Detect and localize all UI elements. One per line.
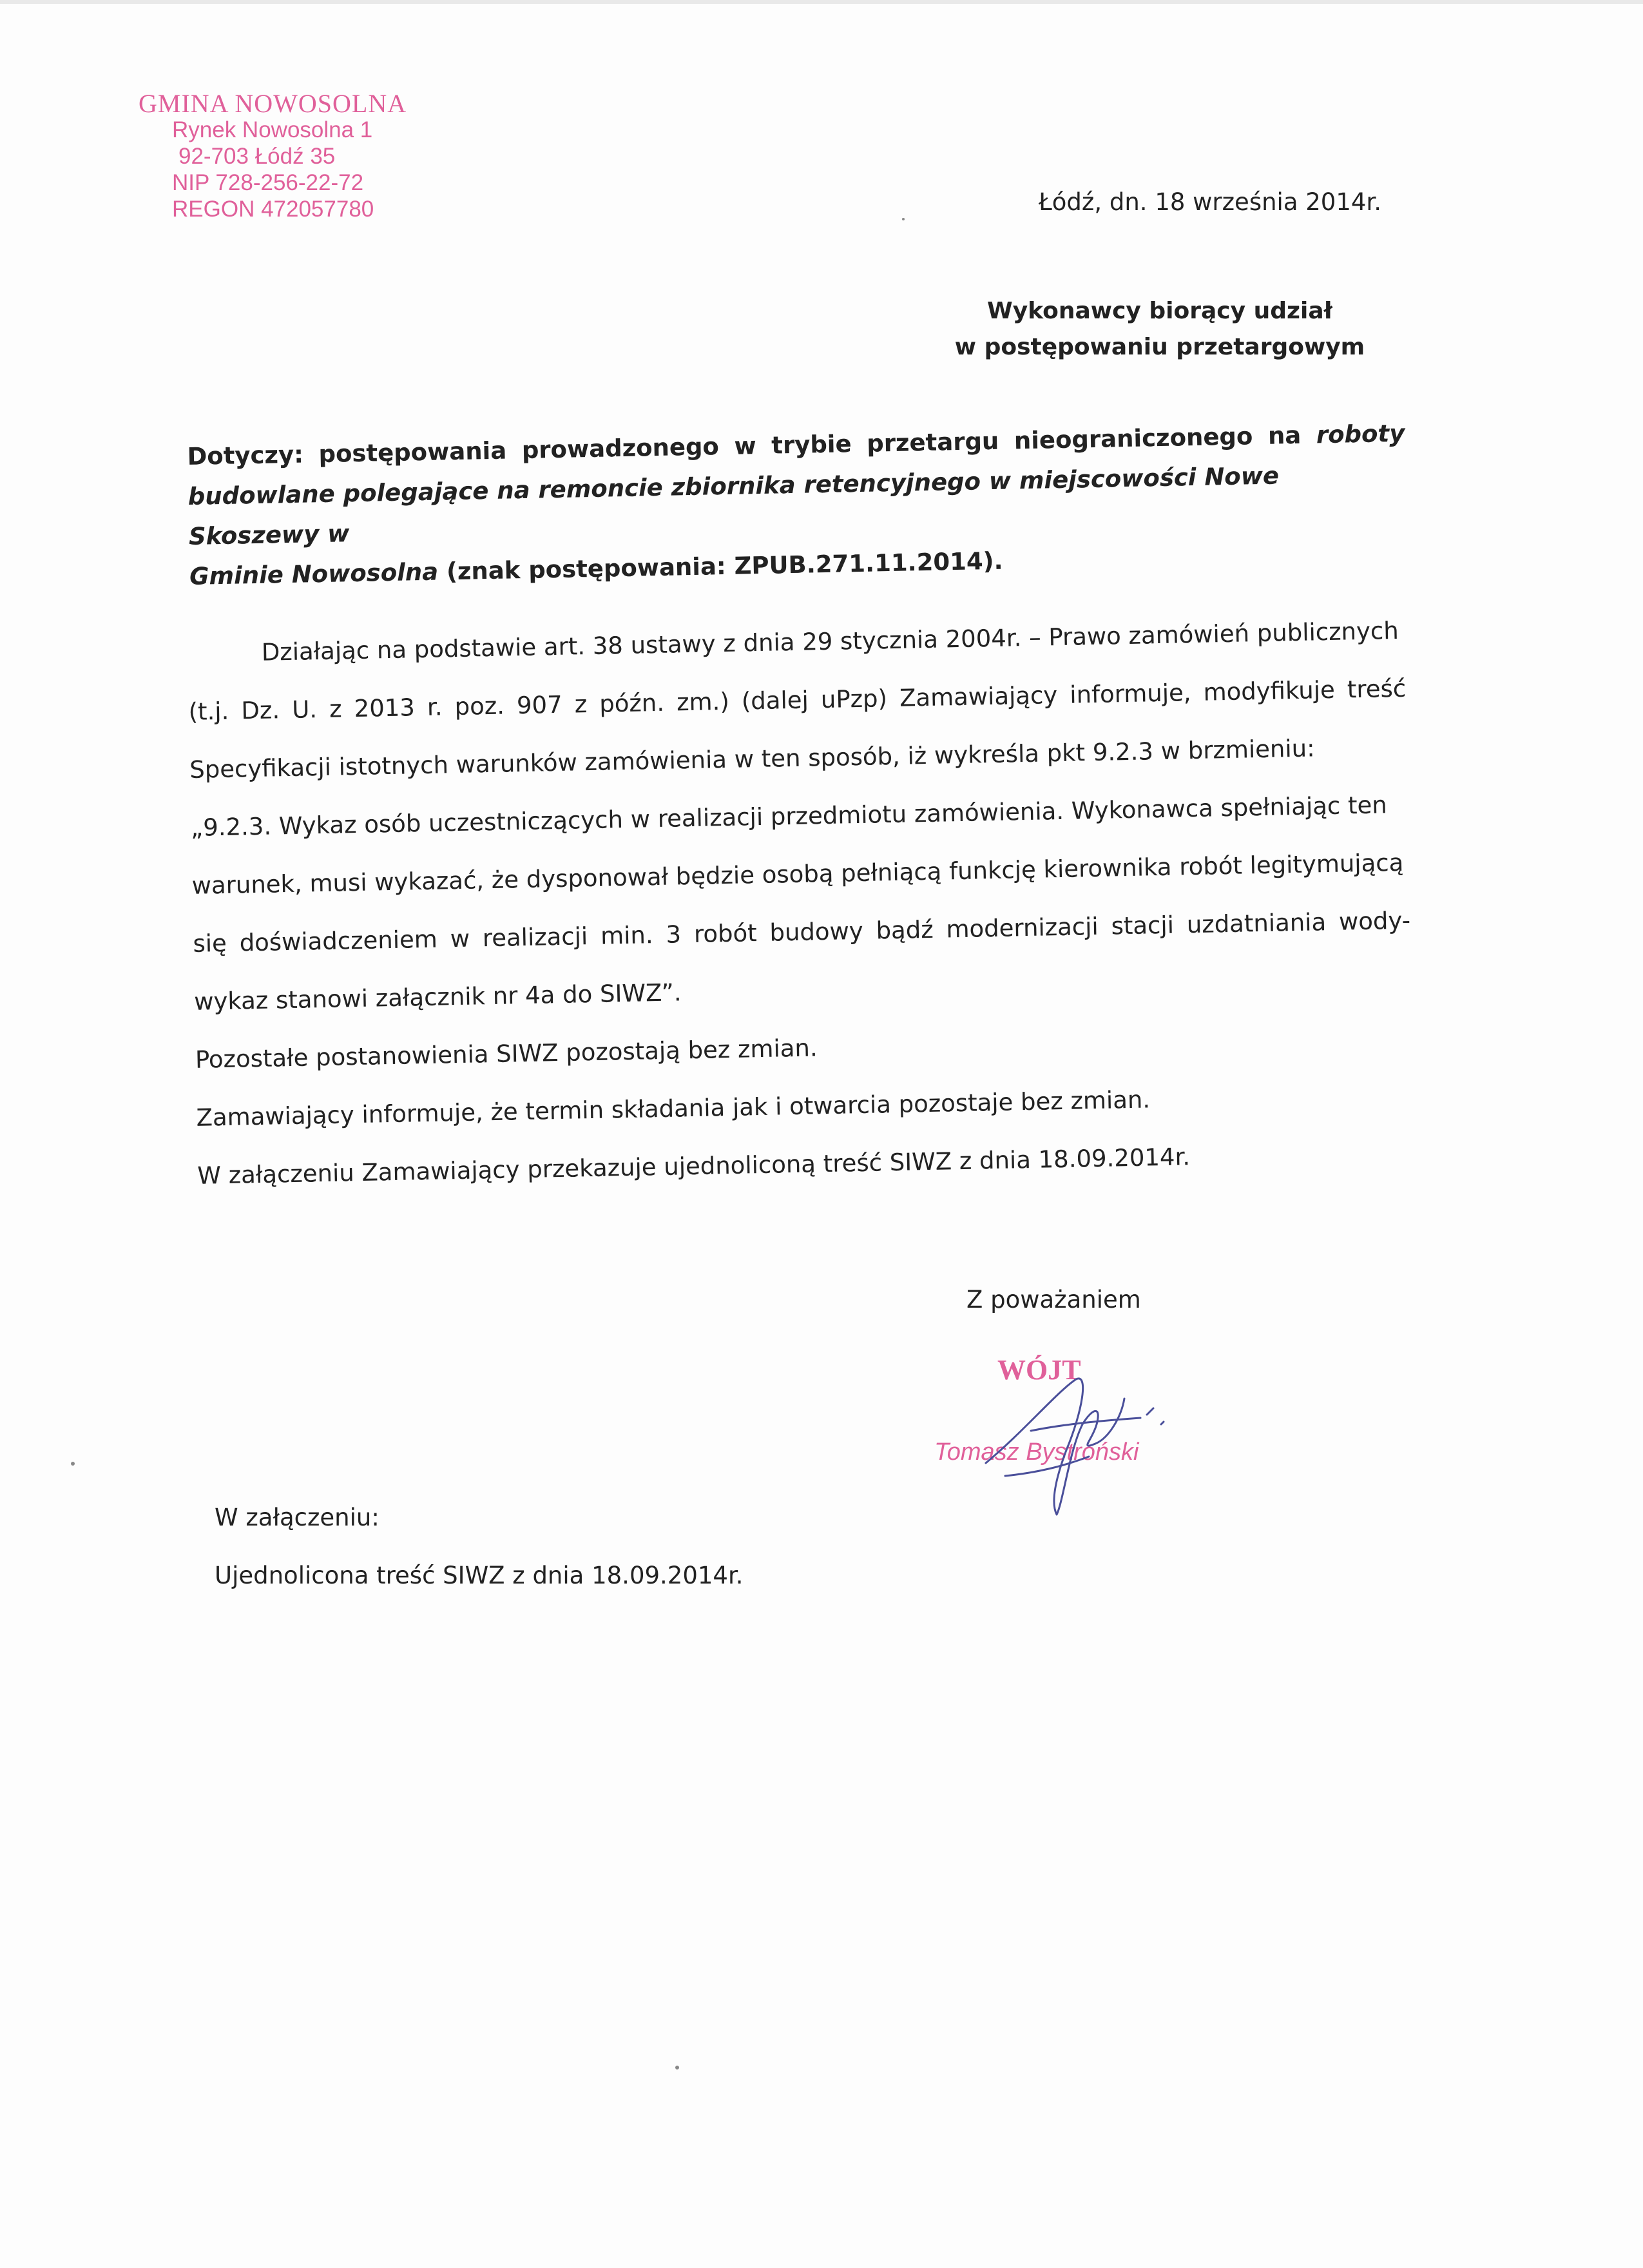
body-line-10: W załączeniu Zamawiający przekazuje ujednoliconą treść SIWZ z dnia 18.09.2014r. [197, 1143, 1191, 1190]
body-word: Zamawiający [899, 681, 1058, 712]
body-line-8: Pozostałe postanowienia SIWZ pozostają bez zmian. [195, 1034, 818, 1074]
addressee-line-1: Wykonawcy biorący udział [987, 298, 1332, 324]
scan-speck [71, 1462, 75, 1466]
body-word: (dalej [741, 686, 809, 715]
body-line-4: „9.2.3. Wykaz osób uczestniczących w realizacji przedmiotu zamówienia. Wykonawca spełniając ten [190, 791, 1388, 842]
closing-salutation: Z poważaniem [966, 1286, 1141, 1313]
body-word: w [450, 924, 470, 953]
body-word: z [574, 690, 588, 719]
letter-date: Łódź, dn. 18 września 2014r. [1039, 188, 1382, 216]
attachments-item: Ujednolicona treść SIWZ z dnia 18.09.2014r. [215, 1562, 744, 1589]
body-word: z [329, 695, 342, 723]
subject-word: Dotyczy: [187, 440, 304, 470]
body-word: 2013 [354, 693, 416, 723]
signature-name: Tomasz Bystroński [934, 1439, 1139, 1466]
body-word: realizacji [482, 922, 588, 953]
stamp-title: GMINA NOWOSOLNA [139, 89, 407, 118]
attachments-block [215, 1489, 744, 1605]
body-word: (t.j. [188, 697, 229, 726]
body-line-9: Zamawiający informuje, że termin składania jak i otwarcia pozostaje bez zmian. [196, 1085, 1151, 1132]
scan-speck [902, 218, 905, 220]
body-word: min. [600, 921, 654, 950]
attachments-label: W załączeniu: [215, 1504, 380, 1531]
stamp-regon: REGON 472057780 [172, 197, 374, 222]
body-line-5: warunek, musi wykazać, że dysponował będzie osobą pełniącą funkcję kierownika robót legitymującą [191, 848, 1404, 900]
signature-title: WÓJT [997, 1354, 1081, 1386]
body-word: treść [1347, 674, 1407, 704]
body-word: doświadczeniem [239, 925, 438, 957]
body-word: 3 [666, 920, 682, 949]
body-word: r. [427, 693, 443, 721]
body-word: bądź [876, 915, 934, 945]
subject-gmina: Gminie Nowosolna [189, 557, 439, 590]
addressee-line-2: w postępowaniu przetargowym [954, 334, 1365, 360]
scan-edge [0, 0, 1643, 4]
body-line-7: wykaz stanowi załącznik nr 4a do SIWZ”. [193, 978, 682, 1016]
subject-word: trybie [771, 430, 852, 460]
body-word: Dz. [241, 696, 280, 725]
body-word: informuje, [1069, 679, 1191, 709]
scan-speck [675, 2066, 679, 2069]
body-word: się [193, 929, 227, 958]
subject-reference: (znak postępowania: ZPUB.271.11.2014). [437, 547, 1003, 586]
body-word: poz. [454, 692, 505, 721]
body-word: budowy [769, 916, 864, 947]
body-word: stacji [1111, 911, 1175, 940]
stamp-nip: NIP 728-256-22-72 [172, 170, 364, 195]
body-word: zm.) [676, 687, 730, 717]
body-word: wody- [1338, 906, 1411, 936]
body-word: modernizacji [946, 912, 1099, 944]
subject-word: nieograniczonego [1014, 422, 1253, 455]
subject-word-italic: roboty [1316, 419, 1405, 449]
body-word: 907 [516, 690, 563, 720]
municipality-stamp [139, 90, 407, 222]
body-word: późn. [599, 688, 665, 718]
body-word: U. [291, 695, 318, 724]
signature-block [928, 1353, 1198, 1521]
subject-line-2: budowlane polegające na remoncie zbiornika retencyjnego w miejscowości Nowe Skoszewy w [187, 461, 1280, 550]
body-line-1: Działając na podstawie art. 38 ustawy z dnia 29 stycznia 2004r. – Prawo zamówień publicznych [261, 616, 1399, 666]
subject-word: w [734, 432, 757, 460]
body-word: uPzp) [820, 684, 888, 714]
body-word: modyfikuje [1203, 675, 1336, 706]
addressee [838, 293, 1482, 365]
body-word: uzdatniania [1186, 908, 1327, 939]
subject-word: prowadzonego [521, 432, 720, 465]
stamp-address: Rynek Nowosolna 1 [172, 117, 373, 142]
subject-word: postępowania [318, 436, 507, 469]
body-word: robót [693, 919, 758, 948]
stamp-postal: 92-703 Łódź 35 [178, 144, 336, 169]
subject-word: przetargu [866, 427, 999, 458]
letter-body [187, 602, 1416, 1205]
subject-block [187, 414, 1407, 597]
body-line-3: Specyfikacji istotnych warunków zamówienia w ten sposób, iż wykreśla pkt 9.2.3 w brzmieniu: [189, 734, 1315, 784]
subject-word: na [1267, 421, 1302, 450]
handwritten-signature-icon [928, 1353, 1198, 1521]
